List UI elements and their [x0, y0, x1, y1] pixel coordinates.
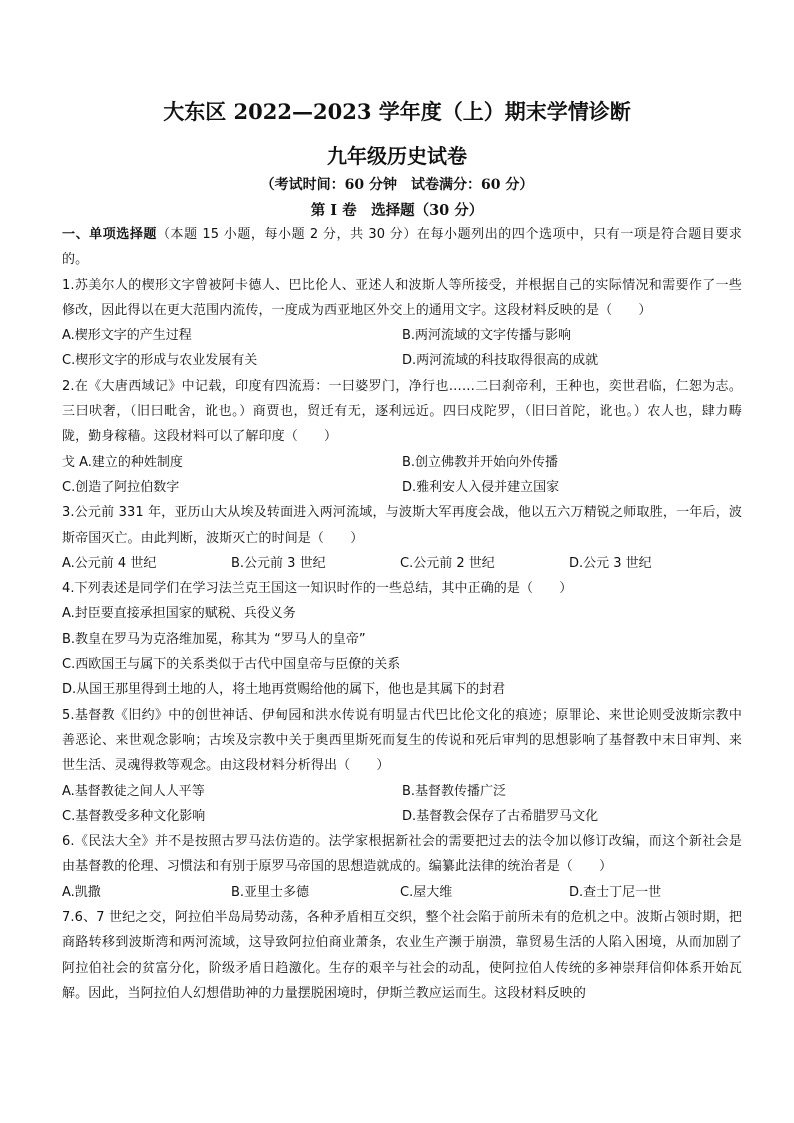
option-c: C.公元前 2 世纪 — [400, 555, 495, 571]
option-a: 戈 A.建立的种姓制度 — [62, 454, 183, 470]
exam-subtitle: 九年级历史试卷 — [327, 144, 467, 168]
option-b: B.基督教传播广泛 — [402, 783, 507, 799]
option-c: C.创造了阿拉伯数字 — [62, 479, 180, 495]
question-stem: 5.基督教《旧约》中的创世神话、伊甸园和洪水传说有明显古代巴比伦文化的痕迹；原罪论、来世论则受波斯宗教中善恶论、来世观念影响；古埃及宗教中关于奥西里斯死而复生的传说和死后审判的思想影响了基督教中末日审判、来世生活、灵魂得救等观念。由这段材料分析得出（ ） — [62, 707, 742, 774]
option-a: A.封臣要直接承担国家的赋税、兵役义务 — [62, 606, 296, 622]
instructions-label: 一、单项选择题 — [62, 227, 157, 242]
question-body — [62, 222, 742, 1006]
option-row — [62, 601, 742, 626]
option-b: B.公元前 3 世纪 — [231, 555, 326, 571]
option-c: C.楔形文字的形成与农业发展有关 — [62, 353, 258, 369]
option-b: B.亚里士多德 — [231, 884, 310, 900]
option-d: D.基督教会保存了古希腊罗马文化 — [402, 808, 599, 824]
option-row — [62, 677, 742, 702]
option-row — [62, 475, 742, 500]
option-row — [62, 804, 742, 829]
option-row — [62, 779, 742, 804]
exam-info: （考试时间：60 分钟 试卷满分：60 分） — [260, 177, 534, 193]
option-d: D.从国王那里得到土地的人，将土地再赏赐给他的属下，他也是其属下的封君 — [62, 682, 506, 698]
question-stem: 7.6、7 世纪之交，阿拉伯半岛局势动荡，各种矛盾相互交织，整个社会陷于前所未有的危机之中。波斯占领时期，把商路转移到波斯湾和两河流域，这导致阿拉伯商业萧条，农业生产濒于崩溃，靠贸易生活的人陷入困境，从而加剧了阿拉伯社会的贫富分化，阶级矛盾日趋激化。生存的艰辛与社会的动乱，使阿拉伯人传统的多神崇拜信仰体系开始瓦解。因此，当阿拉伯人幻想借助神的力量摆脱困境时，伊斯兰教应运而生。这段材料反映的 — [62, 910, 742, 1001]
option-row — [62, 348, 742, 373]
option-a: A.楔形文字的产生过程 — [62, 328, 192, 344]
question-stem: 3.公元前 331 年，亚历山大从埃及转面进入两河流域，与波斯大军再度会战，他以五六万精锐之师取胜，一年后，波斯帝国灭亡。由此判断，波斯灭亡的时间是（ ） — [62, 505, 742, 546]
option-a: A.凯撒 — [62, 884, 101, 900]
option-row — [62, 450, 742, 475]
instructions-text: （本题 15 小题，每小题 2 分，共 30 分）在每小题列出的四个选项中，只有一项是符合题目要求的。 — [62, 227, 742, 268]
instructions — [62, 222, 742, 273]
option-row — [62, 323, 742, 348]
option-row — [62, 627, 742, 652]
option-d: D.雅利安人入侵并建立国家 — [402, 479, 560, 495]
question-stem: 2.在《大唐西域记》中记载，印度有四流焉：一曰婆罗门，净行也……二曰刹帝利，王种也，奕世君临，仁恕为志。三曰吠奢，（旧曰毗舍，讹也。）商贾也，贸迁有无，逐利远近。四曰戍陀罗，（旧曰首陀，讹也。）农人也，肆力畴陇，勤身稼穑。这段材料可以了解印度（ ） — [62, 378, 742, 445]
option-b: B.两河流域的文字传播与影响 — [402, 328, 572, 344]
option-row — [62, 880, 742, 905]
question-stem: 4.下列表述是同学们在学习法兰克王国这一知识时作的一些总结，其中正确的是（ ） — [62, 581, 573, 597]
option-d: D.公元 3 世纪 — [569, 555, 652, 571]
section-heading: 第 I 卷 选择题（30 分） — [310, 202, 484, 219]
option-a: A.公元前 4 世纪 — [62, 555, 157, 571]
option-c: C.基督教受多种文化影响 — [62, 808, 206, 824]
question-stem: 6.《民法大全》并不是按照古罗马法仿造的。法学家根据新社会的需要把过去的法令加以修订改编，而这个新社会是由基督教的伦理、习惯法和有别于原罗马帝国的思想造就成的。编纂此法律的统治者是（ ） — [62, 834, 742, 875]
option-c: C.屋大维 — [400, 884, 453, 900]
question-stem: 1.苏美尔人的楔形文字曾被阿卡德人、巴比伦人、亚述人和波斯人等所接受，并根据自己的实际情况和需要作了一些修改，因此得以在更大范围内流传，一度成为西亚地区外交上的通用文字。这段材料反映的是（ ） — [62, 277, 742, 318]
option-c: C.西欧国王与属下的关系类似于古代中国皇帝与臣僚的关系 — [62, 657, 401, 673]
option-b: B.教皇在罗马为克洛维加冕，称其为 “罗马人的皇帝” — [62, 631, 366, 647]
option-d: D.两河流域的科技取得很高的成就 — [402, 353, 599, 369]
option-d: D.查士丁尼一世 — [569, 884, 662, 900]
option-row — [62, 551, 742, 576]
exam-title: 大东区 2022—2023 学年度（上）期末学情诊断 — [163, 99, 631, 124]
option-a: A.基督教徒之间人人平等 — [62, 783, 205, 799]
option-b: B.创立佛教并开始向外传播 — [402, 454, 559, 470]
option-row — [62, 652, 742, 677]
